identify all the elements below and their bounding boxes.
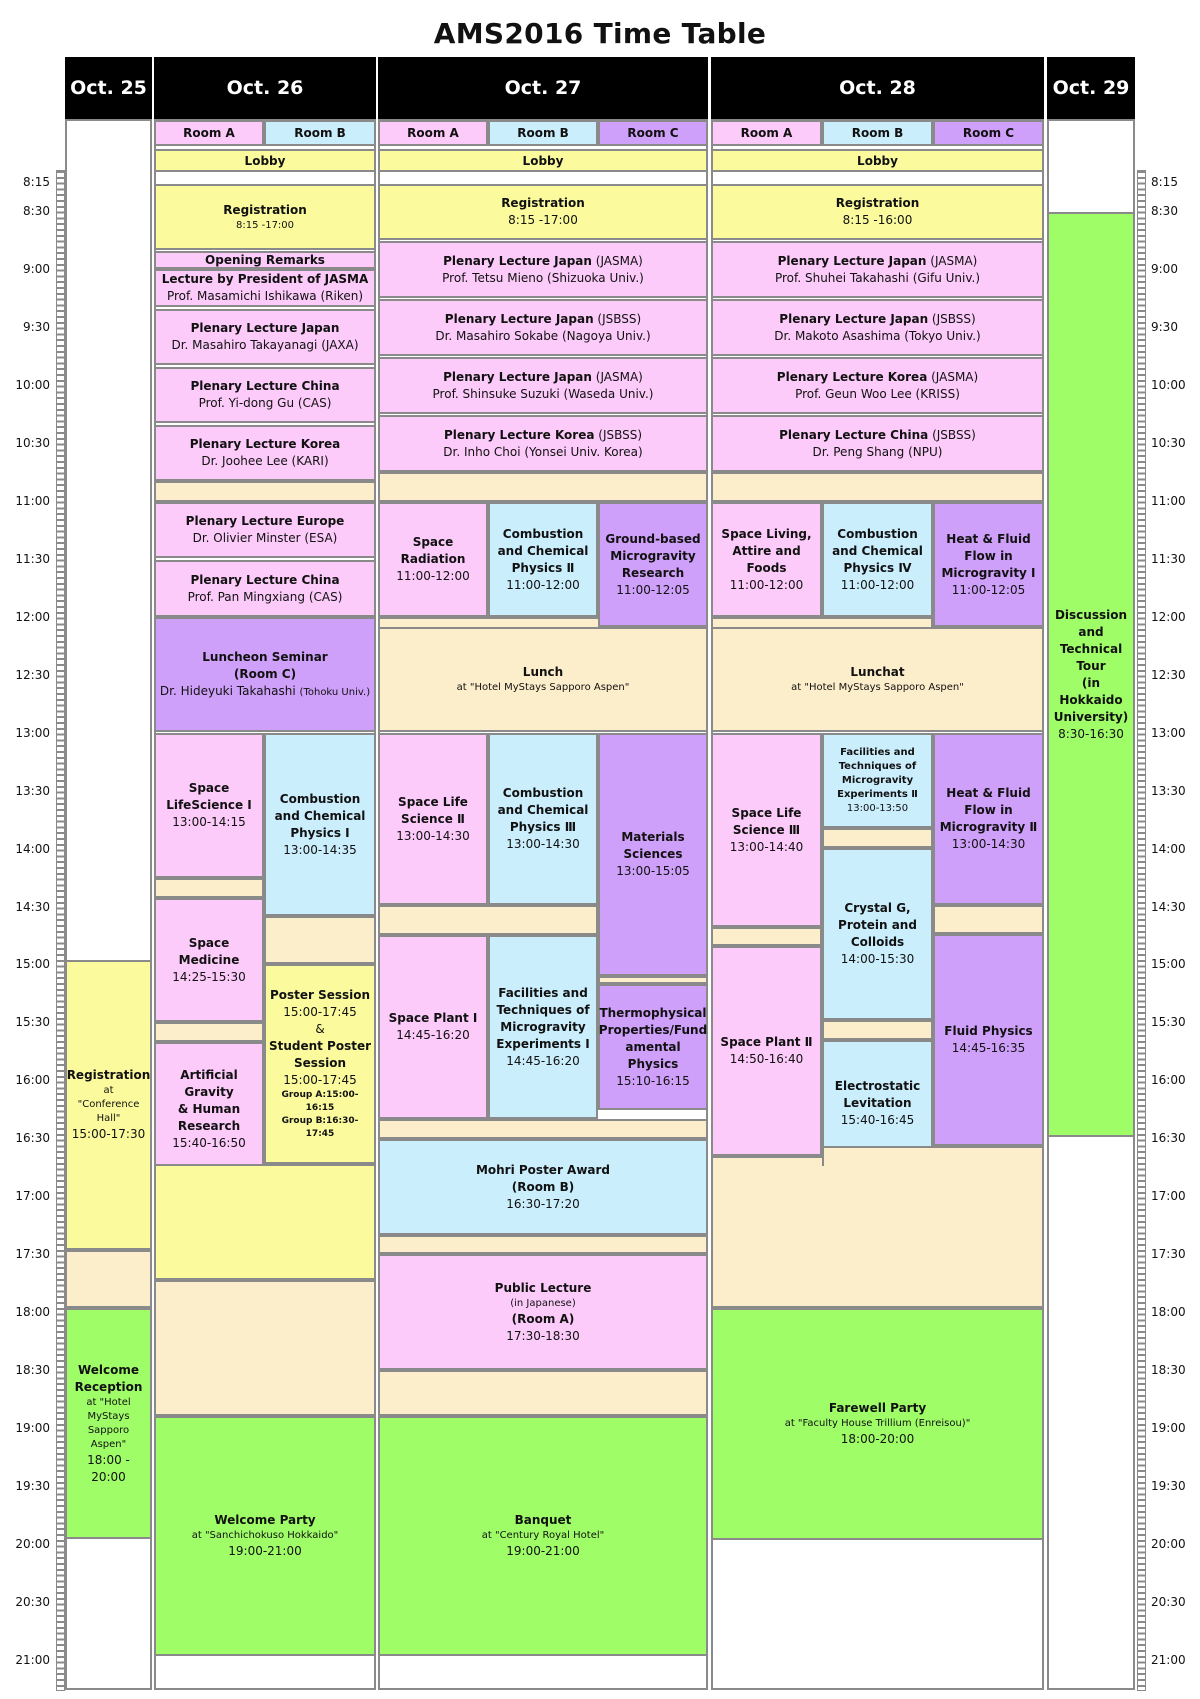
event-title: Plenary Lecture Japan [190,321,340,335]
event-time: 14:45-16:20 [396,1028,470,1042]
event-time: 11:00-12:00 [729,577,804,592]
event-technical-tour [1047,212,1135,1137]
event-time: 15:10-16:15 [616,1073,690,1088]
event-title: Public Lecture [494,1280,592,1295]
time-label: 12:00 [1151,609,1186,624]
event-plenary-oct27-3 [378,357,708,414]
time-label: 13:00 [1151,725,1186,740]
event-plenary-oct28-1 [711,241,1044,298]
event-title-2: Student Poster Session [268,1039,372,1070]
event-title: Lecture by President of JASMA [161,272,369,286]
event-group-a: Group A:15:00-16:15 [281,1090,359,1113]
event-title: Fluid Physics [944,1024,1033,1038]
event-speaker: Dr. Inho Choi (Yonsei Univ. Korea) [443,444,643,459]
event-facilities-1 [488,935,598,1119]
event-time: 14:00-15:30 [840,952,915,966]
event-time: 14:45-16:20 [506,1053,580,1068]
event-mohri-poster-award [378,1139,708,1235]
event-org: (JSBSS) [594,427,643,442]
event-registration-oct27 [378,184,708,240]
event-title: Materials Sciences [621,830,685,861]
room-c-header-oct28: Room C [933,120,1044,146]
event-time: 15:00-17:30 [71,1127,146,1141]
event-time: 13:00-14:35 [283,842,357,857]
break-oct28-b1 [822,828,933,848]
event-title: Plenary Lecture Japan [779,311,929,326]
event-combustion-2 [488,502,598,617]
event-time: 11:00-12:00 [506,577,580,592]
event-title: Lunchat [850,665,905,679]
event-speaker: Prof. Pan Mingxiang (CAS) [187,589,343,604]
break-oct27-afternoon [378,905,598,935]
break-oct26-a2 [154,1022,264,1042]
time-label: 18:30 [1151,1363,1186,1378]
event-time: 13:00-14:40 [729,839,804,854]
event-org: (JSBSS) [928,311,976,326]
event-title: Opening Remarks [205,252,325,267]
break-oct26-a1 [154,878,264,898]
event-venue-at: at [103,1085,114,1096]
lobby-header-oct26: Lobby [154,149,376,172]
event-thermophysical [598,984,708,1110]
time-label: 11:00 [15,493,50,508]
event-speaker: Dr. Masahiro Sokabe (Nagoya Univ.) [435,328,651,343]
day-header-oct25: Oct. 25 [65,57,152,119]
event-time: 13:00-14:30 [506,837,580,851]
lobby-header-oct27: Lobby [378,149,708,172]
event-org: (JASMA) [591,253,643,268]
room-a-header-oct28: Room A [711,120,822,146]
time-label: 20:00 [15,1537,50,1552]
time-label: 17:00 [15,1189,50,1204]
time-label: 8:30 [23,204,50,218]
event-farewell-party [711,1308,1044,1540]
event-title: Plenary Lecture Japan [443,369,592,384]
poster-session-extension [154,1164,376,1280]
event-venue: at "Hotel MyStays Sapporo Aspen" [456,682,630,693]
event-title: Heat & Fluid Flow in Microgravity Ⅰ [941,531,1036,580]
event-org: (JASMA) [591,369,643,384]
time-label: 14:30 [15,899,50,914]
event-title: Space Life Science Ⅲ [731,805,802,837]
time-label: 9:30 [1151,319,1178,334]
event-welcome-party [154,1416,376,1656]
event-materials-sciences [598,733,708,976]
event-time: 11:00-12:00 [840,577,915,592]
time-label: 11:30 [15,551,50,566]
time-label: 8:15 [23,175,50,189]
event-time: 13:00-15:05 [616,864,690,878]
time-label: 15:30 [1151,1015,1186,1030]
room-c-header-oct27: Room C [598,120,708,146]
event-title: Plenary Lecture China [190,379,340,393]
time-label: 9:30 [23,319,50,334]
event-time: 13:00-14:30 [951,837,1026,851]
event-speaker-affiliation: (Tohoku Univ.) [299,686,371,698]
event-poster-session [264,964,376,1164]
event-speaker: Prof. Yi-dong Gu (CAS) [198,396,332,410]
event-group-b: Group B:16:30-17:45 [281,1116,359,1139]
event-title: Ground-based Microgravity Research [605,531,701,580]
break-oct27-c [598,976,708,984]
event-title: Registration [835,196,920,210]
event-time: 11:00-12:00 [396,569,470,583]
event-title: Facilities and Techniques of Microgravity Experiments Ⅰ [496,985,590,1051]
time-label: 10:00 [1151,377,1186,392]
time-label: 20:00 [1151,1537,1186,1552]
event-title: Combustion and Chemical Physics Ⅳ [832,526,923,575]
break-oct28-c1 [933,905,1044,934]
room-b-header-oct28: Room B [822,120,933,146]
event-space-radiation [378,502,488,617]
day-header-oct26: Oct. 26 [154,57,376,119]
event-org: (JASMA) [927,369,979,384]
event-ampersand: & [315,1022,325,1036]
time-label: 13:00 [15,725,50,740]
event-title: Space Life Science Ⅱ [398,794,468,826]
event-venue: "Conference Hall" [77,1099,140,1124]
event-lunch-label [378,627,708,732]
event-plenary-oct28-3 [711,357,1044,414]
event-plenary-oct27-1 [378,241,708,298]
event-speaker: Prof. Shinsuke Suzuki (Waseda Univ.) [432,386,654,401]
event-combustion-3 [488,733,598,905]
event-venue: at "Hotel MyStays Sapporo Aspen" [791,682,964,693]
event-title: Welcome Party [214,1513,316,1527]
event-title: Registration [501,196,585,210]
time-label: 16:00 [1151,1073,1186,1088]
event-title: Plenary Lecture Japan [777,253,927,268]
time-label: 13:30 [1151,783,1186,798]
event-time: 14:25-15:30 [172,969,246,984]
page-title: AMS2016 Time Table [433,17,767,50]
event-time: 8:15 -16:00 [842,213,913,227]
time-label: 18:00 [1151,1305,1186,1320]
event-time: 13:00-13:50 [846,802,909,814]
room-a-header-oct26: Room A [154,120,264,146]
event-combustion-4 [822,502,933,617]
time-label: 10:30 [1151,435,1186,450]
event-title: Thermophysical Properties/Fund amental Physics [598,1005,708,1071]
event-plenary-china-oct26 [154,367,376,423]
time-label: 12:30 [1151,667,1186,682]
event-plenary-oct27-4 [378,415,708,472]
event-time: 11:00-12:05 [951,582,1026,597]
event-speaker: Dr. Masahiro Takayanagi (JAXA) [171,338,359,352]
time-label: 9:00 [1151,261,1178,276]
event-org: (JASMA) [926,253,978,268]
break-oct28-b2 [822,1020,933,1040]
event-time: 15:40-16:50 [172,1136,246,1150]
time-label: 10:30 [15,435,50,450]
event-public-lecture [378,1254,708,1370]
event-venue: at "Century Royal Hotel" [481,1530,605,1541]
break-oct27-c2 [378,1119,708,1139]
event-note: (in Japanese) [510,1297,576,1309]
event-venue: at "Sanchichokuso Hokkaido" [191,1530,339,1541]
time-label: 16:00 [15,1073,50,1088]
event-title: Space Plant Ⅱ [720,1035,813,1049]
day-header-oct28: Oct. 28 [711,57,1044,119]
event-plenary-europe [154,502,376,558]
event-title: Farewell Party [828,1401,927,1415]
break-oct27-evening [378,1370,708,1416]
event-combustion-1 [264,733,376,916]
event-title: Plenary Lecture China [190,572,340,587]
time-label: 14:30 [1151,899,1186,914]
event-banquet [378,1416,708,1656]
time-label: 14:00 [15,841,50,856]
event-time: 13:00-14:15 [172,815,246,829]
event-time: 13:00-14:30 [396,828,470,843]
event-title: Mohri Poster Award (Room B) [475,1162,611,1194]
event-title: Plenary Lecture Korea [443,427,595,442]
event-time: 17:30-18:30 [506,1328,580,1343]
time-label: 10:00 [15,377,50,392]
event-title: Plenary Lecture Korea [189,437,341,451]
event-title: Plenary Lecture Europe [185,514,345,528]
event-space-lifescience-1 [154,733,264,878]
event-space-plant-2 [711,946,822,1156]
time-label: 9:00 [23,261,50,276]
event-space-life-2 [378,733,488,905]
event-fluid-physics [933,934,1044,1146]
time-label: 14:00 [1151,841,1186,856]
event-title: Discussion and Technical Tour (in Hokkaido University) [1053,607,1129,724]
time-label: 17:30 [15,1247,50,1262]
event-registration-oct26 [154,184,376,250]
event-crystal-growth [822,848,933,1020]
event-speaker: Prof. Geun Woo Lee (KRISS) [795,386,960,401]
event-space-living [711,502,822,617]
event-speaker: Dr. Peng Shang (NPU) [812,444,943,459]
event-title: Space LifeScience Ⅰ [166,781,252,812]
event-ground-based [598,502,708,627]
break-oct26-evening [154,1280,376,1416]
time-label: 16:30 [1151,1131,1186,1146]
event-plenary-japan-oct26 [154,309,376,365]
event-title: Artificial Gravity & Human Research [177,1068,241,1133]
event-title: Facilities and Techniques of Microgravity Experiments Ⅱ [837,746,918,800]
event-plenary-oct27-2 [378,299,708,356]
room-a-header-oct27: Room A [378,120,488,146]
event-title: Plenary Lecture Korea [776,369,928,384]
event-room: (Room A) [511,1311,575,1326]
event-title: Space Living, Attire and Foods [721,526,812,575]
time-label: 8:15 [1151,175,1178,189]
time-label: 11:00 [1151,493,1186,508]
event-time: 19:00-21:00 [506,1544,580,1558]
time-label: 18:00 [15,1305,50,1320]
time-label: 15:00 [15,957,50,972]
event-title: Registration [66,1068,151,1082]
time-label: 8:30 [1151,204,1178,218]
event-title: Heat & Fluid Flow in Microgravity Ⅱ [939,786,1038,834]
event-time: 14:45-16:35 [951,1041,1026,1055]
event-title: Registration [223,202,307,217]
break-oct26-b1 [264,916,376,964]
event-speaker: Prof. Masamichi Ishikawa (Riken) [166,289,364,303]
day-header-oct29: Oct. 29 [1047,57,1135,119]
event-title: Plenary Lecture China [779,427,929,442]
event-luncheon-seminar [154,617,376,732]
event-speaker: Dr. Olivier Minster (ESA) [192,531,338,545]
break-oct28-a1 [711,927,822,946]
event-time: 15:00-17:45 [283,1005,357,1019]
event-time: 15:40-16:45 [840,1112,915,1127]
event-title: Space Medicine [178,935,240,967]
time-label: 17:00 [1151,1189,1186,1204]
event-speaker: Prof. Shuhei Takahashi (Gifu Univ.) [774,270,981,285]
time-label: 18:30 [15,1363,50,1378]
event-title: Luncheon Seminar (Room C) [202,649,328,681]
event-lunchat [711,627,1044,732]
event-org: (JSBSS) [593,311,642,326]
event-speaker: Dr. Joohee Lee (KARI) [201,454,329,468]
break-oct28-evening [711,1156,1044,1308]
event-title: Combustion and Chemical Physics Ⅱ [497,526,589,575]
event-plenary-oct28-2 [711,299,1044,356]
event-heat-fluid-2 [933,733,1044,905]
event-venue: at "Hotel MyStays Sapporo Aspen" [86,1396,131,1450]
time-label: 15:30 [15,1015,50,1030]
time-label: 17:30 [1151,1247,1186,1262]
event-speaker-name: Dr. Hideyuki Takahashi [159,683,296,698]
event-time: 19:00-21:00 [228,1544,302,1558]
time-label: 19:30 [15,1479,50,1494]
event-title: Combustion and Chemical Physics Ⅰ [274,791,366,840]
time-label: 19:00 [1151,1421,1186,1436]
event-title: Combustion and Chemical Physics Ⅲ [497,786,589,834]
room-b-header-oct26: Room B [264,120,376,146]
event-title: Space Plant Ⅰ [388,1011,478,1025]
event-president-lecture [154,269,376,307]
break-oct25 [65,1250,152,1308]
event-time: 8:15 -17:00 [508,213,578,227]
event-plenary-korea-oct26 [154,425,376,481]
time-ruler-left [56,170,65,1691]
event-title: Lunch [522,665,564,679]
event-title: Plenary Lecture Japan [443,253,592,268]
event-registration-oct28 [711,184,1044,240]
event-space-medicine [154,898,264,1022]
time-label: 21:00 [15,1653,50,1667]
event-welcome-reception [65,1308,152,1539]
time-label: 21:00 [1151,1653,1186,1667]
break-oct27-morning [378,472,708,502]
event-time: 8:30-16:30 [1058,726,1124,741]
event-time-2: 15:00-17:45 [283,1073,357,1087]
event-time: 18:00-20:00 [840,1432,915,1446]
lobby-header-oct28: Lobby [711,149,1044,172]
break-oct28-morning [711,472,1044,502]
event-title: Plenary Lecture Japan [444,311,594,326]
event-plenary-oct28-4 [711,415,1044,472]
event-venue: at "Faculty House Trillium (Enreisou)" [784,1418,971,1429]
day-header-oct27: Oct. 27 [378,57,708,119]
event-plenary-china-oct26-2 [154,560,376,617]
time-label: 11:30 [1151,551,1186,566]
event-speaker [160,683,370,701]
time-label: 12:30 [15,667,50,682]
event-time: 16:30-17:20 [506,1196,580,1211]
event-space-plant-1 [378,935,488,1119]
event-time: 8:15 -17:00 [235,219,295,231]
event-facilities-2 [822,733,933,828]
time-label: 20:30 [15,1595,50,1610]
event-artificial-gravity [154,1042,264,1177]
event-org: (JSBSS) [928,427,976,442]
break-oct28-c2 [822,1146,1044,1166]
event-title: Poster Session [269,988,371,1002]
time-label: 15:00 [1151,957,1186,972]
event-space-life-3 [711,733,822,927]
break-oct26-morning [154,481,376,502]
event-opening-remarks [154,251,376,269]
time-label: 13:30 [15,783,50,798]
time-label: 16:30 [15,1131,50,1146]
event-title: Banquet [514,1513,572,1527]
event-registration-oct25 [65,960,152,1250]
event-speaker: Prof. Tetsu Mieno (Shizuoka Univ.) [442,270,644,285]
break-oct27-d [378,1235,708,1254]
event-time: 14:50-16:40 [729,1052,804,1066]
event-title: Crystal G, Protein and Colloids [838,901,917,949]
time-label: 12:00 [15,609,50,624]
event-speaker: Dr. Makoto Asashima (Tokyo Univ.) [774,328,981,343]
time-label: 20:30 [1151,1595,1186,1610]
time-label: 19:30 [1151,1479,1186,1494]
event-time: 11:00-12:05 [616,582,690,597]
event-title: Welcome Reception [74,1362,143,1394]
time-ruler-right [1137,170,1146,1691]
event-title: Electrostatic Levitation [834,1078,921,1110]
time-label: 19:00 [15,1421,50,1436]
event-heat-fluid-1 [933,502,1044,627]
room-b-header-oct27: Room B [488,120,598,146]
event-title: Space Radiation [400,535,466,566]
event-time: 18:00 - 20:00 [87,1452,130,1484]
